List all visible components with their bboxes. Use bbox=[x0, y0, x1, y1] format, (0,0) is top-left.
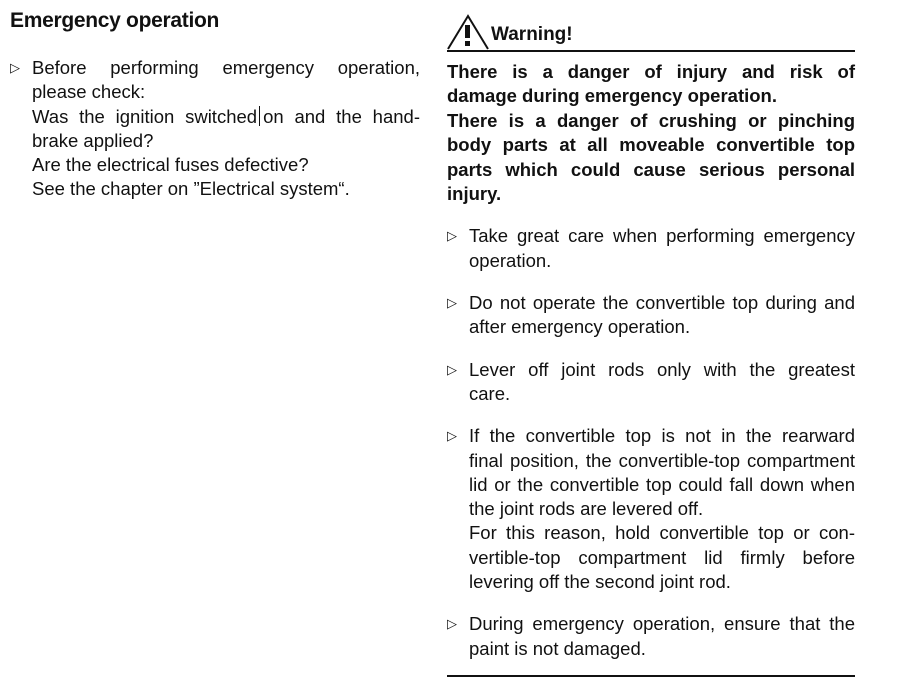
text-line bbox=[32, 105, 420, 129]
text-line: the joint rods are levered off. bbox=[469, 498, 704, 520]
warning-title: Warning! bbox=[491, 24, 573, 45]
text-line: Do not operate the convertible top during and bbox=[469, 292, 855, 314]
text-fragment: on and the hand- bbox=[263, 105, 420, 127]
warning-box bbox=[447, 10, 855, 677]
text-line: brake applied? bbox=[32, 129, 154, 151]
text-cursor bbox=[259, 106, 260, 126]
text-line: injury. bbox=[447, 183, 502, 205]
text-line: final position, the convertible-top compartment bbox=[469, 449, 855, 471]
text-line: levering off the second joint rod. bbox=[469, 571, 731, 592]
text-line: Take great care when performing emergency bbox=[469, 225, 855, 247]
text-line: There is a danger of crushing or pinching bbox=[447, 109, 855, 131]
text-line: vertible-top compartment lid firmly before bbox=[469, 546, 855, 568]
list-item bbox=[447, 224, 855, 273]
warning-header bbox=[447, 10, 855, 52]
section-heading: Emergency operation bbox=[10, 9, 220, 32]
warning-triangle-icon bbox=[447, 14, 489, 50]
triangle-bullet-icon: ▷ bbox=[447, 361, 457, 377]
text-line: paint is not damaged. bbox=[469, 637, 646, 659]
text-line: For this reason, hold convertible top or con- bbox=[469, 522, 855, 544]
list-item bbox=[447, 424, 855, 594]
text-line: body parts at all moveable convertible top bbox=[447, 134, 855, 156]
text-fragment: Was the ignition switched bbox=[32, 105, 258, 127]
text-line: after emergency operation. bbox=[469, 316, 691, 338]
text-line: Lever off joint rods only with the greatest bbox=[469, 358, 855, 380]
text-line: Before performing emergency operation, bbox=[32, 57, 420, 78]
triangle-bullet-icon: ▷ bbox=[10, 60, 20, 75]
warning-list bbox=[447, 224, 855, 660]
text-line: damage during emergency operation. bbox=[447, 85, 777, 107]
text-line: parts which could cause serious personal bbox=[447, 158, 855, 180]
triangle-bullet-icon: ▷ bbox=[447, 228, 457, 244]
list-item bbox=[447, 358, 855, 407]
text-line: During emergency operation, ensure that the bbox=[469, 613, 855, 635]
text-line: operation. bbox=[469, 249, 552, 271]
text-line: care. bbox=[469, 382, 511, 404]
text-line: See the chapter on ”Electrical system“. bbox=[32, 178, 350, 200]
text-line: If the convertible top is not in the rearward bbox=[469, 425, 855, 447]
warning-text bbox=[447, 60, 855, 206]
text-line: please check: bbox=[32, 81, 146, 103]
triangle-bullet-icon: ▷ bbox=[447, 428, 457, 444]
text-line: There is a danger of injury and risk of bbox=[447, 61, 855, 82]
triangle-bullet-icon: ▷ bbox=[447, 295, 457, 311]
list-item bbox=[447, 291, 855, 340]
list-item bbox=[447, 612, 855, 661]
warning-bottom-rule bbox=[447, 675, 855, 677]
text-line: lid or the convertible top could fall down when bbox=[469, 473, 855, 495]
text-line: Are the electrical fuses defective? bbox=[32, 154, 309, 176]
left-column bbox=[10, 8, 420, 202]
check-bullet bbox=[10, 56, 420, 202]
triangle-bullet-icon: ▷ bbox=[447, 616, 457, 632]
